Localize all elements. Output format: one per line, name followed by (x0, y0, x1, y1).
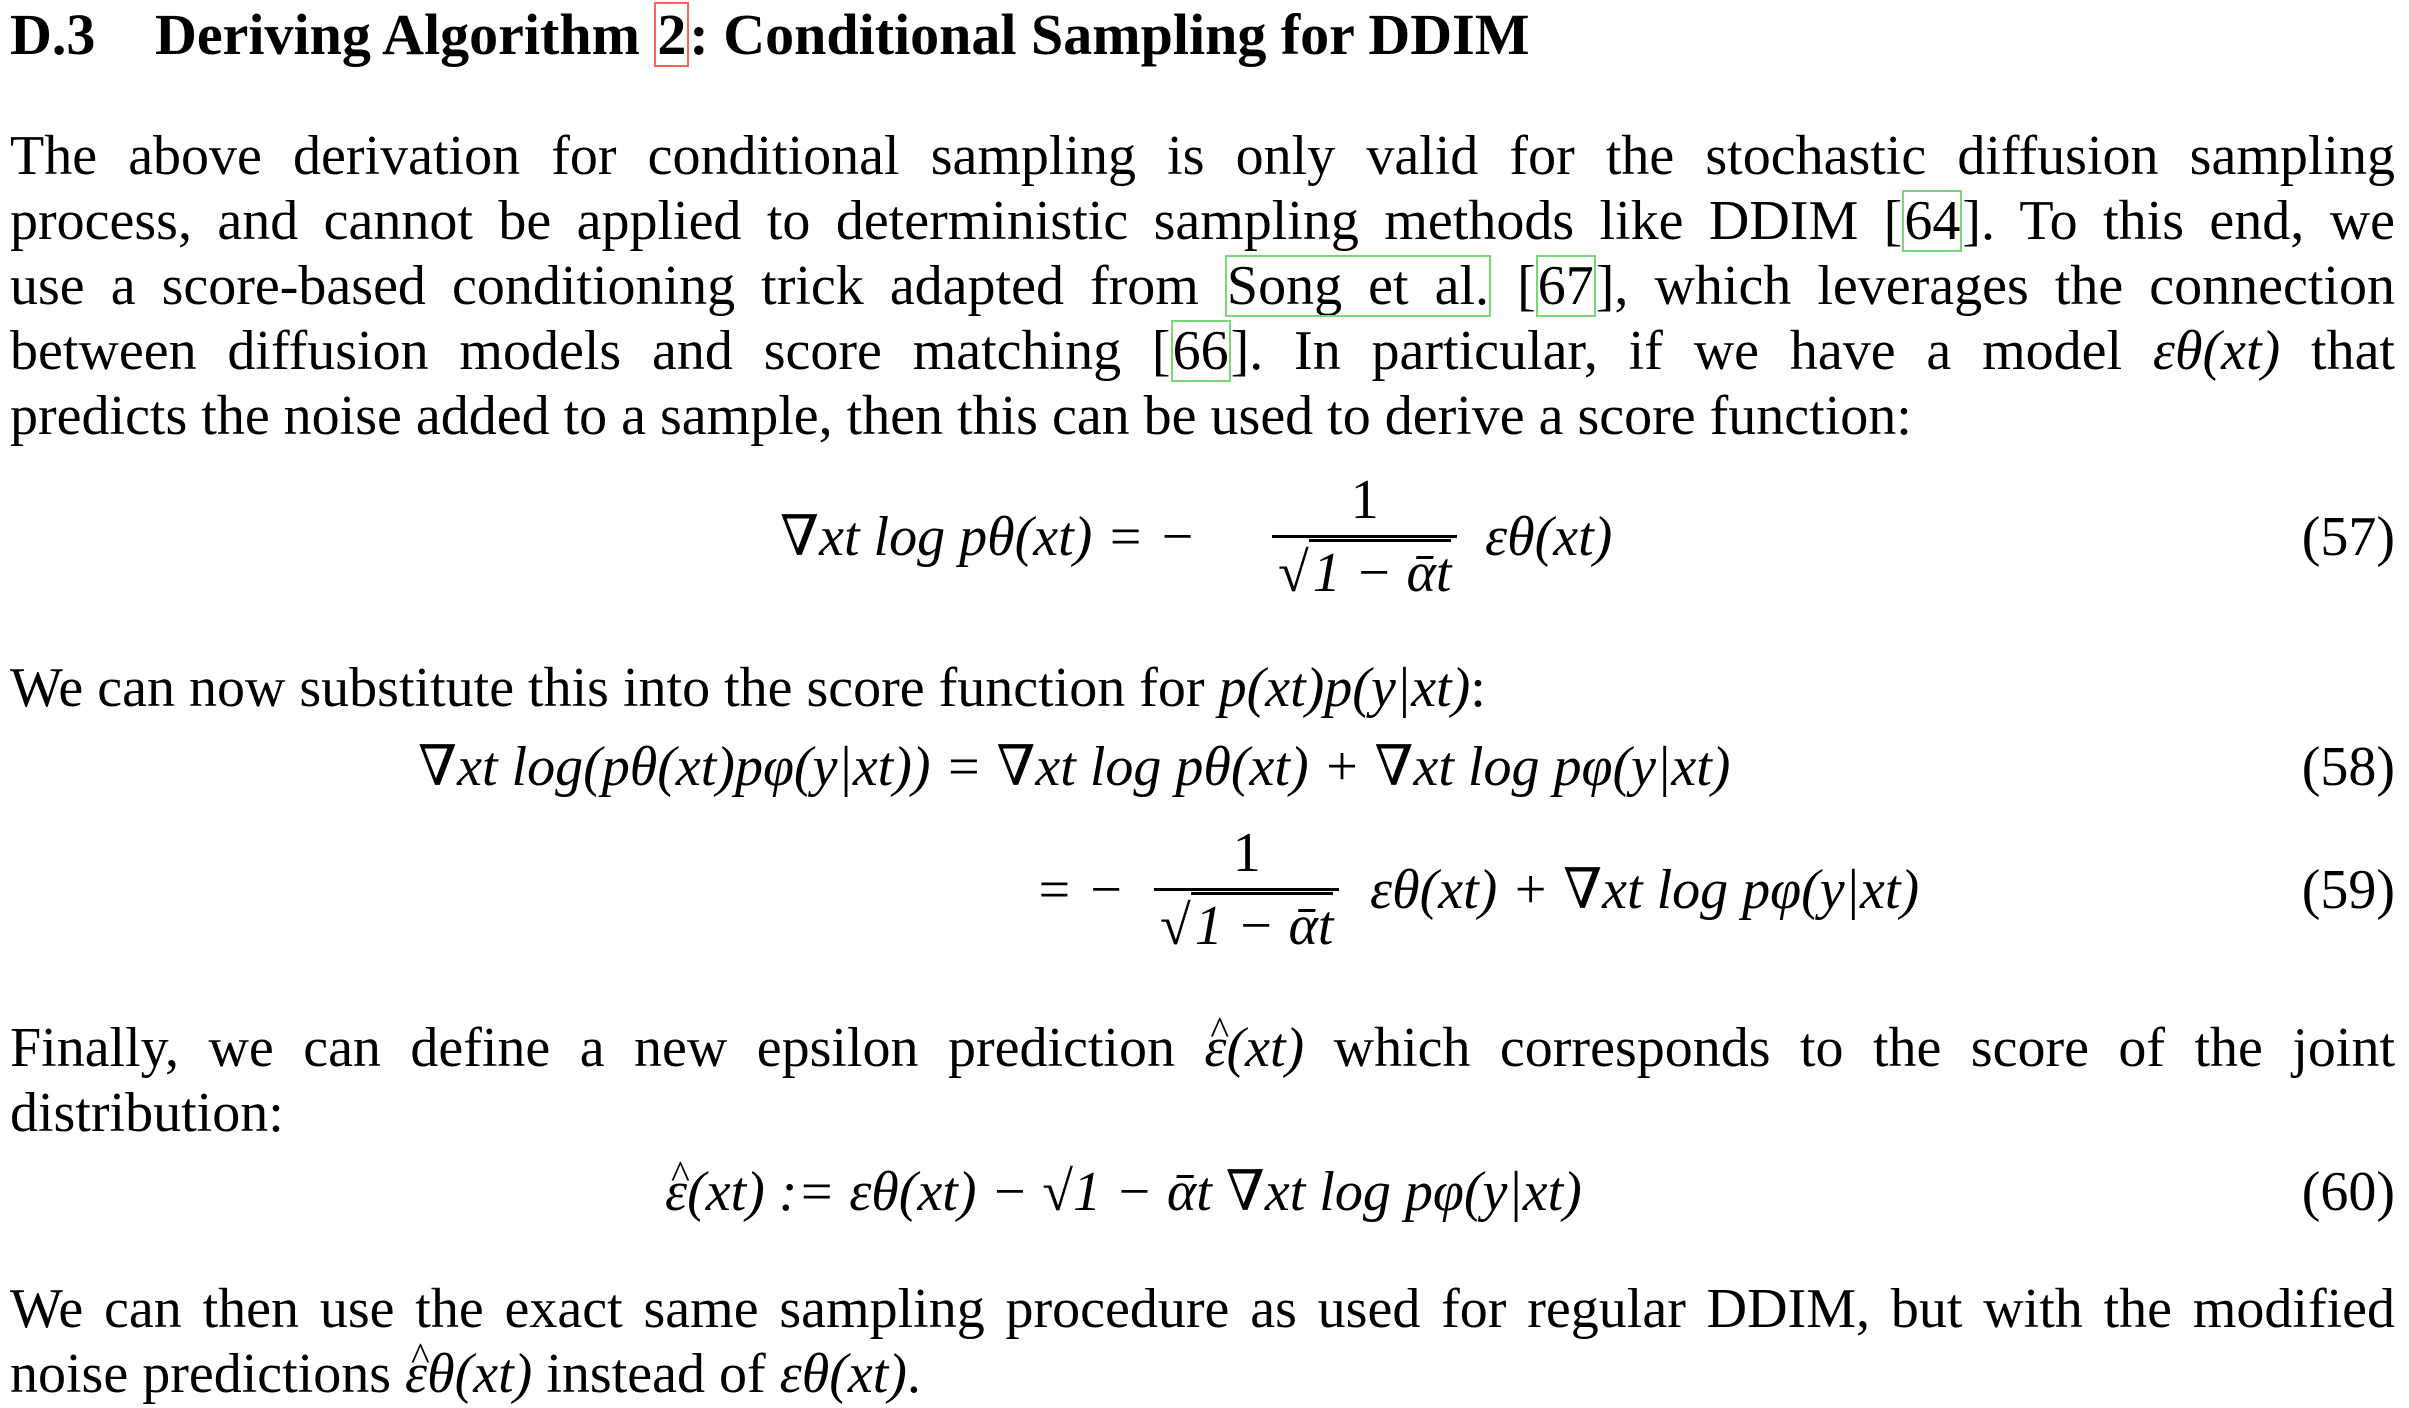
equation-57 (10, 465, 2395, 610)
text-line (10, 189, 2395, 254)
algorithm-reference-link[interactable]: 2 (654, 2, 689, 67)
text-span: [ (1491, 255, 1536, 317)
text-span: which corresponds to the score of the joint (1304, 1017, 2396, 1079)
equation-rhs: εθ(xt) (1485, 506, 1613, 568)
equation-59 (10, 818, 2395, 963)
text-span: instead of (532, 1343, 780, 1405)
text-line: distribution: (10, 1082, 284, 1144)
text-span: ], which leverages the connection (1595, 255, 2395, 317)
text-span: noise predictions (10, 1343, 406, 1405)
inline-math: ε(xt) ^ (1204, 1016, 1304, 1081)
equation-line: ∇xt log(pθ(xt)pφ(y|xt)) = ∇xt log pθ(xt) + ∇xt log pφ(y|xt) (418, 736, 1731, 798)
text-span: We can now substitute this into the score function for (10, 657, 1219, 719)
paragraph-conclusion (10, 1277, 2395, 1407)
citation-67-link[interactable]: 67 (1537, 255, 1594, 317)
section-title-prefix: Deriving Algorithm (155, 2, 655, 67)
inline-math: εθ(xt) (779, 1343, 907, 1405)
section-heading (10, 0, 1529, 70)
inline-math: p(xt)p(y|xt) (1218, 657, 1471, 719)
inline-math: εθ(xt) ^ (405, 1342, 532, 1407)
text-span: Finally, we can define a new epsilon prediction (10, 1017, 1205, 1079)
text-line (10, 1342, 2395, 1407)
citation-64-link[interactable]: 64 (1904, 190, 1961, 252)
text-span: ]. To this end, we (1962, 190, 2395, 252)
fraction-numerator: 1 (1232, 822, 1261, 884)
fraction-denominator: √1 − ᾱt (1272, 535, 1457, 608)
paragraph-substitute (10, 656, 2395, 721)
inline-math: εθ(xt) (2152, 320, 2281, 382)
text-line (10, 656, 2395, 721)
equation-number: (58) (2301, 736, 2395, 798)
equation-number: (57) (2301, 506, 2395, 568)
equation-58 (10, 735, 2395, 805)
citation-song-link[interactable]: Song et al. (1226, 255, 1490, 317)
text-span: ]. In particular, if we have a model (1230, 320, 2153, 382)
citation-66-link[interactable]: 66 (1172, 320, 1229, 382)
text-line (10, 1016, 2395, 1081)
paragraph-epsilon (10, 1016, 2395, 1146)
equation-fraction (1150, 818, 1343, 961)
text-line: We can then use the exact same sampling procedure as used for regular DDIM, but with the modified (10, 1278, 2395, 1340)
text-span: process, and cannot be applied to deterministic sampling methods like DDIM [ (10, 190, 1903, 252)
equation-line: ε(xt) := εθ(xt) − √1 − ᾱt ∇xt log pφ(y|xt) ^ (665, 1160, 1582, 1225)
section-title-suffix: : Conditional Sampling for DDIM (689, 2, 1530, 67)
text-span: . (906, 1343, 921, 1405)
equation-60 (10, 1160, 2395, 1230)
equation-lhs: = − (1035, 859, 1125, 921)
equation-number: (59) (2301, 859, 2395, 921)
equation-number: (60) (2301, 1161, 2395, 1223)
text-span: use a score-based conditioning trick adapted from (10, 255, 1225, 317)
equation-lhs: ∇xt log pθ(xt) = − (780, 506, 1196, 568)
text-span: between diffusion models and score matching [ (10, 320, 1171, 382)
equation-fraction (1268, 465, 1461, 608)
equation-rhs: εθ(xt) + ∇xt log pφ(y|xt) (1370, 859, 1920, 921)
text-span: that (2280, 320, 2395, 382)
paragraph-intro (10, 124, 2395, 449)
text-line: The above derivation for conditional sampling is only valid for the stochastic diffusion sampling (10, 125, 2395, 187)
section-number: D.3 (10, 2, 96, 67)
text-line (10, 319, 2395, 384)
fraction-denominator: √1 − ᾱt (1154, 888, 1339, 961)
fraction-numerator: 1 (1350, 469, 1379, 531)
text-span: : (1470, 657, 1486, 719)
text-line: predicts the noise added to a sample, then this can be used to derive a score function: (10, 385, 1912, 447)
text-line (10, 254, 2395, 319)
